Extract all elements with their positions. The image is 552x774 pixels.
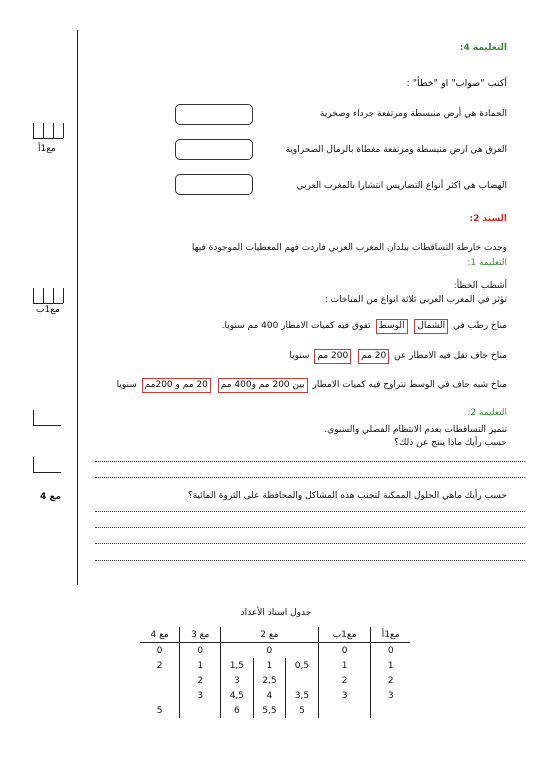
climate-line-3 — [117, 378, 507, 393]
option-north[interactable]: الشمال — [414, 319, 448, 334]
grades-cell: 1 — [318, 658, 371, 673]
grades-cell: 1 — [371, 658, 410, 673]
table-row — [140, 703, 410, 718]
grades-cell: 2 — [180, 673, 221, 688]
answer-line-6[interactable] — [95, 560, 525, 562]
grades-cell: 1 — [253, 658, 286, 673]
doc2-heading: السند 2: — [469, 214, 507, 224]
grades-table — [140, 627, 410, 718]
answer-box-1[interactable] — [175, 104, 253, 125]
statement-2: العرق هي ارض منبسطة ومرتفعة مغطاة بالرمال الصحراوية — [285, 145, 507, 155]
grades-cell: 0,5 — [286, 658, 319, 673]
grades-cell — [371, 703, 410, 718]
grades-table-title: جدول اسناد الأعداد — [240, 608, 312, 618]
grades-cell: 1 — [180, 658, 221, 673]
option-20-200mm[interactable]: 20 مم و 200مم — [142, 378, 211, 393]
grades-cell: 3 — [180, 688, 221, 703]
climate-line-2-end: سنويا — [289, 351, 310, 361]
answer-box-3[interactable] — [175, 174, 253, 195]
table-row — [140, 688, 410, 703]
grades-header-3: مع 3 — [180, 627, 221, 643]
grades-cell: 3 — [221, 673, 254, 688]
grades-cell: 1,5 — [221, 658, 254, 673]
grades-cell: 6 — [221, 703, 254, 718]
grades-cell: 5,5 — [253, 703, 286, 718]
grades-cell: 0 — [180, 643, 221, 659]
grades-header-1a: مع1أ — [371, 627, 410, 643]
grades-header-1b: مع1ب — [318, 627, 371, 643]
climate-line-2 — [289, 349, 507, 364]
grades-header-4: مع 4 — [140, 627, 180, 643]
answer-line-2[interactable] — [95, 477, 525, 479]
grades-cell: 4 — [253, 688, 286, 703]
answer-line-4[interactable] — [95, 527, 525, 529]
climate-line-2-start: مناخ جاف تقل فيه الامطار عن — [394, 351, 507, 361]
margin-label-1a: مع1أ — [38, 144, 56, 154]
climate-line-1-start: مناخ رطب في — [453, 321, 507, 331]
option-200mm[interactable]: 200 مم — [314, 349, 351, 364]
grades-cell: 2 — [318, 673, 371, 688]
answer-line-1[interactable] — [95, 461, 525, 463]
task1-heading: التعليمة 1: — [467, 258, 507, 268]
task2-line1: تتميز التساقطات بعدم الانتظام الفصلي والسنوي. — [324, 425, 507, 435]
table-row — [140, 658, 410, 673]
task2-question2: حسب رأيك ماهي الحلول الممكنة لتجنب هذه المشاكل والمحافظة على الثروة المائية؟ — [187, 491, 507, 501]
grades-cell: 3 — [318, 688, 371, 703]
margin-label-1b: مع1ب — [36, 305, 60, 315]
margin-divider — [77, 30, 78, 585]
grades-cell — [318, 703, 371, 718]
grades-cell — [221, 643, 254, 659]
grades-cell — [140, 673, 180, 688]
margin-label-4: مع 4 — [40, 492, 62, 502]
grades-cell: 3 — [371, 688, 410, 703]
table-row — [140, 673, 410, 688]
option-20mm[interactable]: 20 مم — [358, 349, 389, 364]
task1-instruction: أشطب الخطأ: — [453, 281, 507, 291]
grades-cell — [286, 673, 319, 688]
grades-cell: 3,5 — [286, 688, 319, 703]
grades-cell: 2 — [371, 673, 410, 688]
grades-cell: 5 — [156, 705, 163, 716]
section4-prompt: أكتب "صواب" او "خطأ" : — [406, 78, 507, 89]
grades-cell — [286, 643, 319, 659]
grades-cell: 0 — [156, 645, 163, 656]
answer-line-3[interactable] — [95, 511, 525, 513]
doc2-intro: وجدت خارطة التساقطات ببلدان المغرب العربي فاردت فهم المعطيات الموجودة فيها — [191, 243, 507, 253]
climate-line-3-start: مناخ شبه جاف في الوسط تتراوح فيه كميات الامطار — [312, 380, 507, 390]
grades-cell: 2 — [156, 660, 163, 671]
statement-1: الحمادة هي أرض منبسطة ومرتفعة جرداء وصخرية — [319, 109, 507, 119]
answer-box-2[interactable] — [175, 139, 253, 160]
task1-lead: تؤثر في المغرب العربي ثلاثة انواع من المناخات : — [324, 295, 507, 305]
table-row — [140, 643, 410, 659]
grades-cell — [140, 688, 180, 703]
option-200-400mm[interactable]: بين 200 مم و400 مم — [218, 378, 308, 393]
grades-cell: 5 — [286, 703, 319, 718]
grades-header-2: مع 2 — [221, 627, 319, 643]
grades-cell: 0 — [266, 645, 273, 656]
climate-line-1 — [222, 319, 507, 334]
grades-cell: 4,5 — [221, 688, 254, 703]
grades-cell: 2,5 — [253, 673, 286, 688]
grades-cell — [180, 703, 221, 718]
climate-line-3-end: سنويا — [116, 380, 137, 390]
grades-cell: 0 — [371, 643, 410, 659]
answer-line-5[interactable] — [95, 543, 525, 545]
section4-heading: التعليمة 4: — [459, 43, 507, 53]
option-center[interactable]: الوسط — [376, 319, 408, 334]
task2-question1: حسب رأيك ماذا ينتج عن ذلك؟ — [394, 438, 507, 448]
task2-heading: التعليمة 2: — [467, 408, 507, 418]
grades-cell: 0 — [318, 643, 371, 659]
climate-line-1-end: تفوق فيه كميات الامطار 400 مم سنويا. — [221, 321, 371, 331]
statement-3: الهضاب هي اكثر أنواع التضاريس انتشارا بالمغرب العربي — [296, 181, 507, 191]
